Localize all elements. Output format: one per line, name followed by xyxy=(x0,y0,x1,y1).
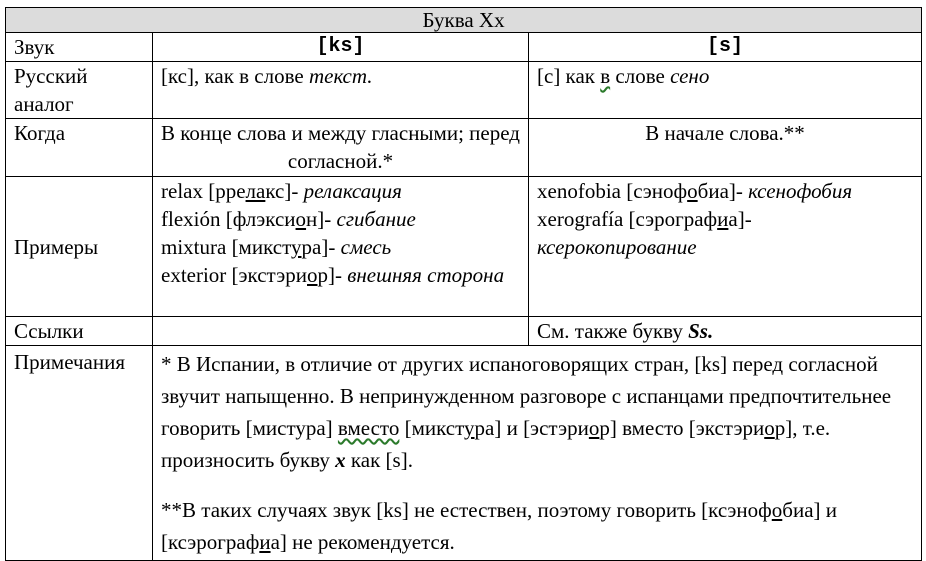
example-s-0-b: биа]- xyxy=(697,179,749,203)
note-2-stress-1: о xyxy=(771,498,783,522)
when-s: В начале слова.** xyxy=(529,119,922,177)
table-title: Буква Xx xyxy=(6,8,922,33)
example-ks-0-translation: релаксация xyxy=(303,179,402,203)
when-label: Когда xyxy=(6,119,153,177)
links-s-letter: Ss. xyxy=(688,319,714,343)
example-ks-3-stress: о xyxy=(307,263,318,287)
russian-s-cell xyxy=(529,62,922,119)
russian-ks-text: [кс], как в слове xyxy=(161,64,309,88)
letter-table xyxy=(5,7,922,561)
note-1-d: р] вместо [экстэри xyxy=(599,416,765,440)
when-ks: В конце слова и между гласными; перед согласной.* xyxy=(153,119,529,177)
example-ks-2-translation: смесь xyxy=(340,235,392,259)
russian-label: Русский аналог xyxy=(6,62,153,119)
note-1-letter-x: x xyxy=(335,448,346,472)
note-1-c: ра] и [эстэри xyxy=(474,416,589,440)
example-ks-2-b: ра]- xyxy=(301,235,341,259)
links-s-cell xyxy=(529,317,922,346)
note-2 xyxy=(161,494,913,558)
example-ks-0-a: relax [рре xyxy=(161,179,246,203)
ks-header: [ks] xyxy=(153,33,529,62)
note-1-stress-1: у xyxy=(464,416,475,440)
russian-s-mid: слове xyxy=(610,64,671,88)
russian-s-spell: в xyxy=(600,64,611,88)
example-ks-3-a: exterior [экстэри xyxy=(161,263,308,287)
example-s-1-translation: ксерокопирование xyxy=(537,235,697,259)
example-s-1-a: xerografía [сэрограф xyxy=(537,207,718,231)
example-s-1-stress: и xyxy=(717,207,729,231)
note-2-b: биа] и [ксэрограф xyxy=(161,498,837,554)
notes-label: Примечания xyxy=(6,346,153,561)
example-s-0-translation: ксенофобия xyxy=(748,179,853,203)
example-ks-3-b: р]- xyxy=(317,263,348,287)
note-1-a: * В Испании, в отличие от других испаноговорящих стран, [ks] перед согласной звучит напыщенно. В непринужденном разговоре с испанцами предпочтительнее говорить [мистура] xyxy=(161,352,892,440)
examples-ks-cell xyxy=(153,177,529,317)
note-2-c: а] не рекомендуется. xyxy=(270,530,455,554)
note-2-a: **В таких случаях звук [ks] не естествен, поэтому говорить [ксэноф xyxy=(161,498,772,522)
example-ks-1-stress: о xyxy=(295,207,307,231)
example-s-1 xyxy=(537,205,913,261)
example-ks-1 xyxy=(161,205,520,233)
example-ks-2-a: mixtura [микст xyxy=(161,235,291,259)
example-ks-3-translation: внешняя сторона xyxy=(347,263,505,287)
example-s-0-stress: о xyxy=(687,179,698,203)
note-1-stress-2: о xyxy=(588,416,600,440)
example-s-0 xyxy=(537,177,913,205)
example-ks-3 xyxy=(161,261,520,289)
note-1 xyxy=(161,348,913,476)
russian-s-word: сено xyxy=(670,64,710,88)
s-header: [s] xyxy=(529,33,922,62)
links-label: Ссылки xyxy=(6,317,153,346)
note-1-b: [микст xyxy=(399,416,465,440)
examples-label: Примеры xyxy=(6,177,153,317)
note-1-e: р], т.е. произносить букву xyxy=(161,416,831,472)
example-ks-1-a: flexión [флэкси xyxy=(161,207,296,231)
russian-s-text: [с] как xyxy=(537,64,601,88)
example-s-0-a: xenofobia [сэноф xyxy=(537,179,688,203)
example-ks-0-stress: ла xyxy=(245,179,266,203)
russian-ks-cell xyxy=(153,62,529,119)
note-1-f: как [s]. xyxy=(345,448,413,472)
note-1-spell: вместо xyxy=(337,416,400,440)
note-2-stress-2: и xyxy=(259,530,271,554)
links-ks xyxy=(153,317,529,346)
example-s-1-b: а]- xyxy=(728,207,752,231)
examples-s-cell xyxy=(529,177,922,317)
example-ks-0 xyxy=(161,177,520,205)
example-ks-2 xyxy=(161,233,520,261)
example-ks-1-translation: сгибание xyxy=(336,207,416,231)
example-ks-2-stress: у xyxy=(291,235,302,259)
example-ks-1-b: н]- xyxy=(306,207,337,231)
notes-cell xyxy=(153,346,922,561)
links-s-text: См. также букву xyxy=(537,319,689,343)
example-ks-0-b: кс]- xyxy=(265,179,304,203)
russian-ks-word: текст. xyxy=(308,64,373,88)
sound-header: Звук xyxy=(6,33,153,62)
note-1-stress-3: о xyxy=(764,416,775,440)
